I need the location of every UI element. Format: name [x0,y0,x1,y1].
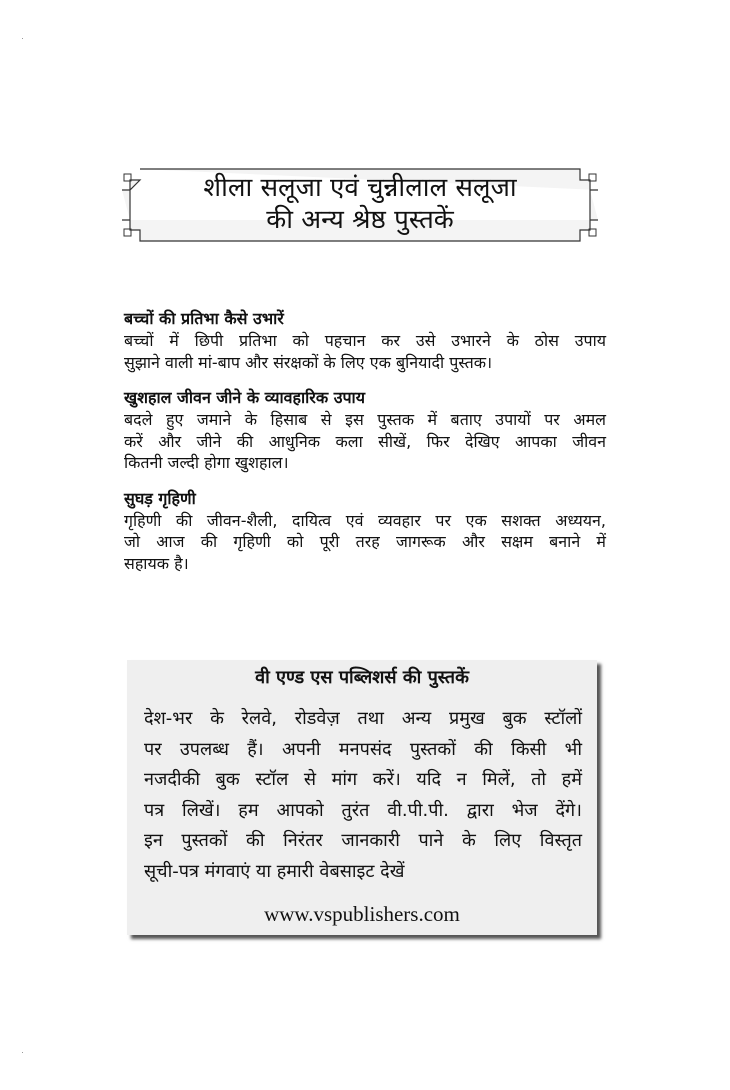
book-description-line: करें और जीने की आधुनिक कला सीखें, फिर देखिए आपका जीवन [124,431,606,451]
publisher-text-line: इन पुस्तकों की निरंतर जानकारी पाने के लिए विस्तृत [144,830,582,851]
book-entry [124,308,606,373]
publisher-text-line: पर उपलब्ध हैं। अपनी मनपसंद पुस्तकों की किसी भी [144,738,582,760]
title-line-2: की अन्य श्रेष्ठ पुस्तकें [266,205,454,235]
book-description-line: गृहिणी की जीवन-शैली, दायित्व एवं व्यवहार पर एक सशक्त अध्ययन, [124,510,606,530]
publisher-text-line: नजदीकी बुक स्टॉल से मांग करें। यदि न मिलें, तो हमें [144,769,582,790]
book-description-line: जो आज की गृहिणी को पूरी तरह जागरूक और सक्षम बनाने में [124,532,606,551]
book-description-line: सुझाने वाली मां-बाप और संरक्षकों के लिए एक बुनियादी पुस्तक। [124,352,493,372]
book-title: खुशहाल जीवन जीने के व्यावहारिक उपाय [124,388,365,407]
title-line-1: शीला सलूजा एवं चुन्नीलाल सलूजा [203,173,517,203]
book-title: बच्चों की प्रतिभा कैसे उभारें [124,309,284,328]
book-entry [124,488,606,575]
book-list [124,308,606,588]
publisher-website-link[interactable]: www.vspublishers.com [264,902,460,926]
book-title: सुघड़ गृहिणी [124,488,196,508]
publisher-text-line: सूची-पत्र मंगवाएं या हमारी वेबसाइट देखें [144,860,405,882]
book-description-line: कितनी जल्दी होगा खुशहाल। [124,453,289,472]
book-description-line: बदले हुए जमाने के हिसाब से इस पुस्तक में बताए उपायों पर अमल [124,410,606,429]
publisher-info-box [127,660,597,935]
scan-mark [22,38,23,39]
title-frame [122,168,598,242]
book-description-line: सहायक है। [124,553,189,573]
publisher-text-line: पत्र लिखें। हम आपको तुरंत वी.पी.पी. द्वारा भेज देंगे। [144,799,582,821]
scan-mark [22,1052,23,1053]
publisher-box-body [144,704,582,887]
book-description-line: बच्चों में छिपी प्रतिभा को पहचान कर उसे उभारने के ठोस उपाय [124,331,606,350]
book-entry [124,387,606,474]
publisher-box-heading: वी एण्ड एस पब्लिशर्स की पुस्तकें [255,667,469,688]
publisher-text-line: देश-भर के रेलवे, रोडवेज़ तथा अन्य प्रमुख बुक स्टॉलों [144,708,582,729]
